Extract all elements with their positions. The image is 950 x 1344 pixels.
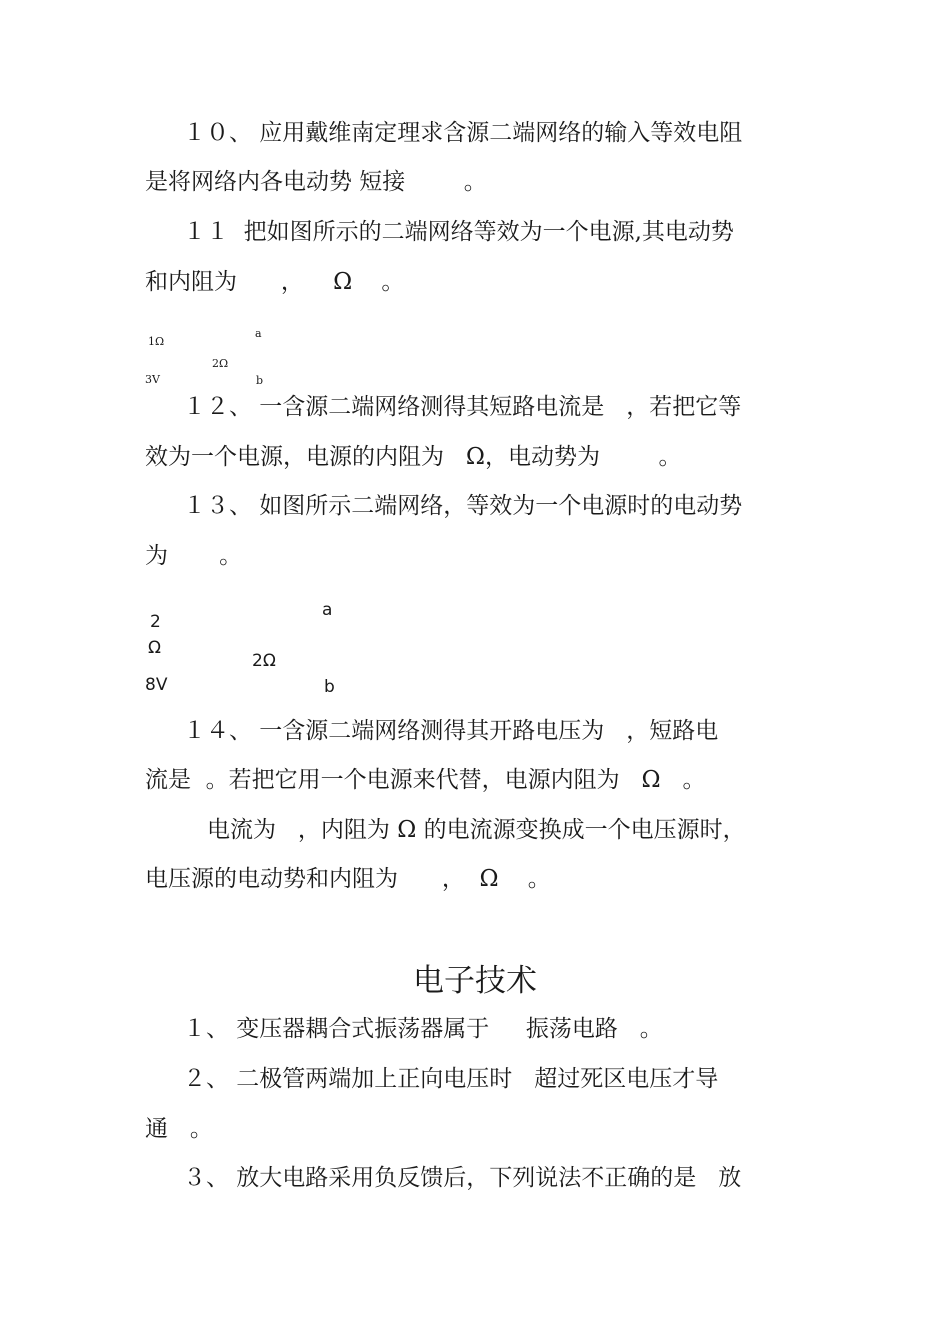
q13-line1: １３、 如图所示二端网络，等效为一个电源时的电动势 (183, 493, 743, 519)
e1-line1: １、 变压器耦合式振荡器属于 振荡电路 。 (183, 1016, 663, 1042)
section-title: 电子技术 (413, 963, 537, 999)
fig2-resistor-2: 2Ω (252, 651, 276, 671)
fig2-resistor-1-unit: Ω (148, 638, 161, 658)
q10-line2: 是将网络内各电动势 短接 。 (145, 169, 487, 195)
fig2-terminal-b: b (324, 677, 335, 697)
q12-line1: １２、 一含源二端网络测得其短路电流是 ，若把它等 (183, 394, 742, 420)
q13-line2: 为 。 (145, 543, 243, 569)
fig1-terminal-b: b (256, 374, 264, 387)
q10-line1: １０、 应用戴维南定理求含源二端网络的输入等效电阻 (183, 120, 743, 146)
fig1-resistor-2: 2Ω (212, 357, 229, 370)
q12-line2: 效为一个电源，电源的内阻为 Ω，电动势为 。 (145, 444, 682, 470)
q14-line2: 流是 。若把它用一个电源来代替，电源内阻为 Ω 。 (145, 767, 706, 793)
fig1-resistor-1: 1Ω (148, 335, 165, 348)
q11-line1: １１ 把如图所示的二端网络等效为一个电源,其电动势 (183, 219, 734, 245)
q14-line1: １４、 一含源二端网络测得其开路电压为 ，短路电 (183, 718, 719, 744)
fig2-resistor-1-value: 2 (150, 612, 161, 632)
e2-line1: ２、 二极管两端加上正向电压时 超过死区电压才导 (183, 1066, 719, 1092)
q15-line2: 电压源的电动势和内阻为 ， Ω 。 (145, 866, 551, 892)
fig2-voltage: 8V (145, 675, 168, 695)
fig1-voltage: 3V (145, 373, 160, 386)
e3-line1: ３、 放大电路采用负反馈后，下列说法不正确的是 放 (183, 1165, 742, 1191)
q15-line1: 电流为 ，内阻为 Ω 的电流源变换成一个电压源时， (207, 817, 746, 843)
fig2-terminal-a: a (322, 600, 333, 620)
q11-line2: 和内阻为 ， Ω 。 (145, 269, 405, 295)
e2-line2: 通 。 (145, 1116, 213, 1142)
fig1-terminal-a: a (255, 327, 262, 340)
